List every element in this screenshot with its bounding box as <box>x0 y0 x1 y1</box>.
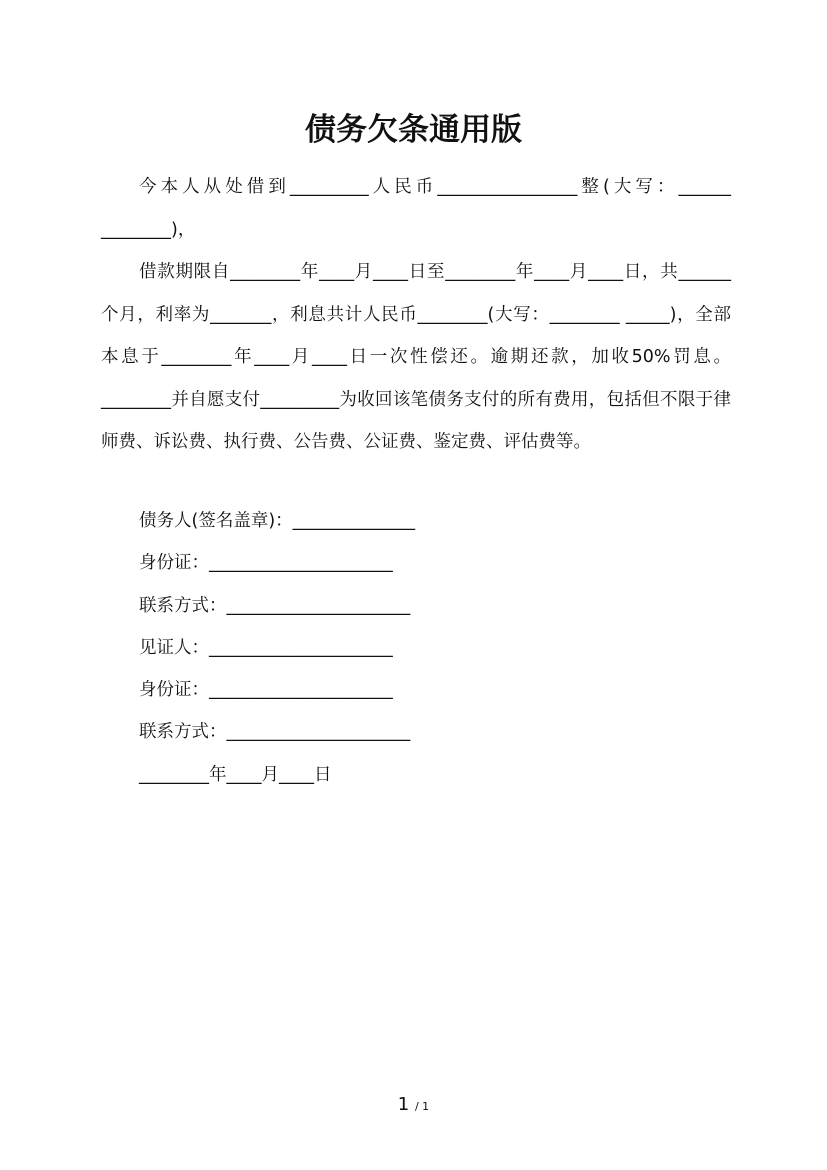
signature-line-debtor-contact: 联系方式：_____________________ <box>139 595 411 616</box>
document-title: 债务欠条通用版 <box>305 112 522 148</box>
signature-line-debtor-id: 身份证：_____________________ <box>139 553 393 574</box>
signature-line-witness: 见证人：_____________________ <box>139 637 393 658</box>
paragraph-loan-amount: 今本人从处借到_________人民币________________整(大写：______ ________)， <box>101 177 731 240</box>
page-total: / 1 <box>414 1100 430 1113</box>
signature-line-witness-contact: 联系方式：_____________________ <box>139 722 411 743</box>
date-line: ________年____月____日 <box>139 764 332 785</box>
page-current: 1 <box>397 1094 410 1115</box>
signature-line-debtor: 债务人(签名盖章)：______________ <box>139 511 416 531</box>
signature-block <box>139 500 415 796</box>
signature-line-witness-id: 身份证：_____________________ <box>139 680 393 701</box>
page-number <box>0 1094 827 1115</box>
document-body <box>101 166 731 464</box>
paragraph-loan-terms: 借款期限自________年____月____日至________年____月____日，共______个月，利率为_______，利息共计人民币________(大写：________ _____)，全部本息于________年____月____日一次性偿还。逾期还款，加收50%罚息。________并自愿支付_________为收回该笔债务支付的所有费用，包括但不限于律师费、诉讼费、执行费、公告费、公证费、鉴定费、评估费等。 <box>101 262 731 452</box>
